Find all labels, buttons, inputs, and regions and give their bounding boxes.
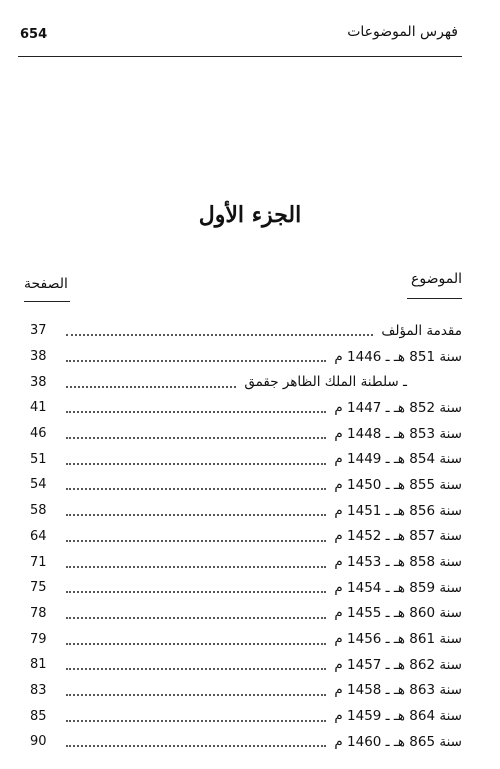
- leader-dots: [66, 436, 326, 439]
- running-header-title: فهرس الموضوعات: [347, 24, 458, 40]
- toc-entry-topic: سنة 855 هـ ـ 1450 م: [334, 476, 462, 493]
- toc-entry: [30, 421, 462, 447]
- page-number: 654: [20, 27, 48, 42]
- toc-entry: [30, 344, 462, 370]
- toc-entry-topic: سنة 863 هـ ـ 1458 م: [334, 682, 462, 699]
- toc-entry-topic: سنة 859 هـ ـ 1454 م: [334, 579, 462, 596]
- leader-dots: [66, 667, 326, 670]
- toc-entry-page: 85: [30, 708, 47, 724]
- toc-entry-topic: مقدمة المؤلف: [381, 322, 462, 339]
- toc-entry-page: 79: [30, 631, 47, 647]
- header-rule: [18, 56, 462, 57]
- toc-entry-topic: سنة 856 هـ ـ 1451 م: [334, 502, 462, 519]
- toc-entry-page: 38: [30, 374, 47, 390]
- toc-entry: [30, 498, 462, 524]
- toc-entry: [30, 703, 462, 729]
- leader-dots: [66, 333, 373, 336]
- toc-entry: [30, 395, 462, 421]
- column-header-topic-rule: [407, 298, 462, 299]
- toc-entry-topic: سنة 864 هـ ـ 1459 م: [334, 708, 462, 725]
- leader-dots: [66, 410, 326, 413]
- leader-dots: [66, 462, 326, 465]
- toc-entry: [30, 601, 462, 627]
- toc-entry-topic: سنة 858 هـ ـ 1453 م: [334, 554, 462, 571]
- toc-entry: [30, 729, 462, 755]
- toc-entry-page: 64: [30, 528, 47, 544]
- part-title: الجزء الأول: [198, 202, 302, 228]
- toc-entry: [30, 549, 462, 575]
- toc-entry: [30, 524, 462, 550]
- toc-entry-page: 90: [30, 734, 47, 750]
- leader-dots: [66, 642, 326, 645]
- toc-entry-page: 38: [30, 349, 47, 365]
- leader-dots: [66, 359, 326, 362]
- leader-dots: [66, 539, 326, 542]
- toc-entry-page: 75: [30, 580, 47, 596]
- leader-dots: [66, 590, 326, 593]
- toc-entry-topic: سنة 865 هـ ـ 1460 م: [334, 733, 462, 750]
- toc-entry: [30, 626, 462, 652]
- toc-entry-topic: سنة 862 هـ ـ 1457 م: [334, 656, 462, 673]
- toc-entry-page: 81: [30, 657, 47, 673]
- toc-entry-topic: سنة 857 هـ ـ 1452 م: [334, 528, 462, 545]
- leader-dots: [66, 385, 236, 388]
- leader-dots: [66, 487, 326, 490]
- toc-entry: [30, 678, 462, 704]
- leader-dots: [66, 719, 326, 722]
- leader-dots: [66, 513, 326, 516]
- toc-entry: [30, 575, 462, 601]
- toc-entry-topic: سنة 853 هـ ـ 1448 م: [334, 425, 462, 442]
- toc-entry-topic: سنة 861 هـ ـ 1456 م: [334, 631, 462, 648]
- leader-dots: [66, 565, 326, 568]
- toc-entry-topic: سنة 854 هـ ـ 1449 م: [334, 451, 462, 468]
- column-header-page: الصفحة: [24, 276, 68, 292]
- toc-entry: [30, 472, 462, 498]
- toc-entry-topic: سنة 851 هـ ـ 1446 م: [334, 348, 462, 365]
- toc-entry-topic: سنة 852 هـ ـ 1447 م: [334, 399, 462, 416]
- toc-entry-page: 58: [30, 503, 47, 519]
- toc-entry: [30, 446, 462, 472]
- toc-entry: [30, 652, 462, 678]
- toc-entry-page: 54: [30, 477, 47, 493]
- toc-entry-page: 78: [30, 605, 47, 621]
- toc-entry-page: 46: [30, 426, 47, 442]
- column-header-topic: الموضوع: [411, 271, 462, 287]
- toc-entry-page: 51: [30, 451, 47, 467]
- toc-entry-topic: سنة 860 هـ ـ 1455 م: [334, 605, 462, 622]
- leader-dots: [66, 744, 326, 747]
- leader-dots: [66, 693, 326, 696]
- toc-entry-topic: ـ سلطنة الملك الظاهر جقمق: [244, 374, 407, 391]
- toc-subentry: [30, 369, 462, 395]
- leader-dots: [66, 616, 326, 619]
- toc-entry-page: 41: [30, 400, 47, 416]
- toc-list: [30, 318, 462, 755]
- toc-entry-page: 83: [30, 682, 47, 698]
- column-header-page-rule: [24, 301, 70, 302]
- toc-entry: [30, 318, 462, 344]
- toc-entry-page: 71: [30, 554, 47, 570]
- toc-entry-page: 37: [30, 323, 47, 339]
